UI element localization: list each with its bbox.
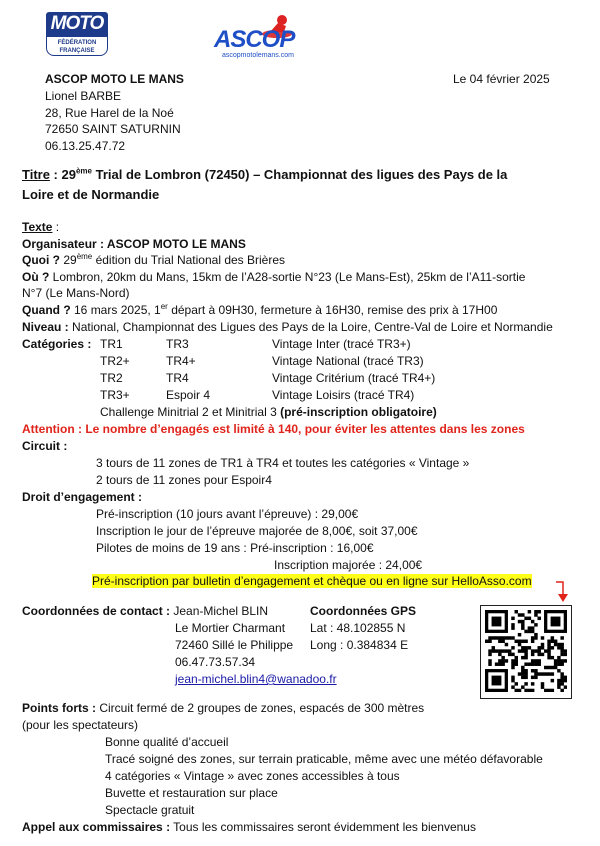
cat-r3-c2: TR4 xyxy=(166,371,189,385)
organisateur-line: Organisateur : ASCOP MOTO LE MANS xyxy=(22,237,246,251)
cat-r1-c3: Vintage Inter (tracé TR3+) xyxy=(272,337,411,351)
cat-r2-c3: Vintage National (tracé TR3) xyxy=(272,354,424,368)
contact-label: Coordonnées de contact : Jean-Michel BLIN xyxy=(22,604,269,618)
points-item: Buvette et restauration sur place xyxy=(105,786,278,800)
ascop-logo-word: ASCOP xyxy=(214,26,295,53)
cat-r3-c1: TR2 xyxy=(100,371,123,385)
contact-email-link[interactable]: jean-michel.blin4@wanadoo.fr xyxy=(175,672,337,686)
contact-phone: 06.47.73.57.34 xyxy=(175,655,256,669)
attention-notice: Attention : Le nombre d’engagés est limité à 140, pour éviter les attentes dans les zones xyxy=(22,422,525,436)
cat-r2-c2: TR4+ xyxy=(166,354,196,368)
gps-long: Long : 0.384834 E xyxy=(310,638,409,652)
points-item: Spectacle gratuit xyxy=(105,803,195,817)
sender-phone: 06.13.25.47.72 xyxy=(45,139,126,153)
helloasso-note: Pré-inscription par bulletin d’engagement et chèque ou en ligne sur HelloAsso.com xyxy=(92,574,532,588)
arrow-down-icon xyxy=(556,580,570,604)
texte-heading: Texte : xyxy=(22,220,60,234)
ascop-logo-url: ascopmotolemans.com xyxy=(222,52,294,59)
sender-name: Lionel BARBE xyxy=(45,89,122,103)
gps-lat: Lat : 48.102855 N xyxy=(310,621,406,635)
droit-line2: Inscription le jour de l’épreuve majorée de 8,00€, soit 37,00€ xyxy=(96,524,418,538)
cat-r4-c3: Vintage Loisirs (tracé TR4) xyxy=(272,388,415,402)
qr-code[interactable] xyxy=(480,605,572,699)
points-item: Bonne qualité d’accueil xyxy=(105,735,229,749)
cat-r1-c2: TR3 xyxy=(166,337,189,351)
contact-addr2: 72460 Sillé le Philippe xyxy=(175,638,294,652)
cat-r2-c1: TR2+ xyxy=(100,354,130,368)
qr-code-icon xyxy=(485,610,567,692)
sender-org: ASCOP MOTO LE MANS xyxy=(45,72,184,86)
quand-line: Quand ? 16 mars 2025, 1er départ à 09H30, fermeture à 16H30, remise des prix à 17H00 xyxy=(22,302,498,317)
sender-city: 72650 SAINT SATURNIN xyxy=(45,122,181,136)
droit-line4: Inscription majorée : 24,00€ xyxy=(274,558,423,572)
gps-label: Coordonnées GPS xyxy=(310,604,417,618)
ou-line1: Où ? Lombron, 20km du Mans, 15km de l’A28-sortie N°23 (Le Mans-Est), 25km de l’A11-sortie xyxy=(22,270,526,284)
letter-date: Le 04 février 2025 xyxy=(453,72,550,86)
ou-line2: N°7 (Le Mans-Nord) xyxy=(22,286,130,300)
points-item: Tracé soigné des zones, sur terrain praticable, même avec une météo défavorable xyxy=(105,752,543,766)
droit-line1: Pré-inscription (10 jours avant l’épreuve) : 29,00€ xyxy=(96,507,359,521)
circuit-line2: 2 tours de 11 zones pour Espoir4 xyxy=(96,473,272,487)
ffm-logo-sub: FÉDÉRATION FRANÇAISE xyxy=(46,36,108,56)
niveau-line: Niveau : National, Championnat des Ligues des Pays de la Loire, Centre-Val de Loire et Normandie xyxy=(22,320,553,334)
title-line1: Titre : 29ème Trial de Lombron (72450) – Championnat des ligues des Pays de la xyxy=(22,166,508,182)
ffm-logo xyxy=(46,12,108,58)
appel-line: Appel aux commissaires : Tous les commissaires seront évidemment les bienvenus xyxy=(22,820,476,834)
cat-r3-c3: Vintage Critérium (tracé TR4+) xyxy=(272,371,436,385)
challenge-line: Challenge Minitrial 2 et Minitrial 3 (pré-inscription obligatoire) xyxy=(100,405,437,419)
circuit-label: Circuit : xyxy=(22,439,68,453)
points-line2: (pour les spectateurs) xyxy=(22,718,139,732)
categories-label: Catégories : xyxy=(22,337,92,351)
contact-addr1: Le Mortier Charmant xyxy=(175,621,286,635)
points-line1: Points forts : Circuit fermé de 2 groupes de zones, espacés de 300 mètres xyxy=(22,701,425,715)
droit-label: Droit d’engagement : xyxy=(22,490,143,504)
cat-r4-c2: Espoir 4 xyxy=(166,388,211,402)
droit-line3: Pilotes de moins de 19 ans : Pré-inscription : 16,00€ xyxy=(96,541,374,555)
points-item: 4 catégories « Vintage » avec zones accessibles à tous xyxy=(105,769,400,783)
cat-r1-c1: TR1 xyxy=(100,337,123,351)
quoi-line: Quoi ? 29ème édition du Trial National des Brières xyxy=(22,252,286,267)
ascop-logo xyxy=(210,14,326,62)
cat-r4-c1: TR3+ xyxy=(100,388,130,402)
title-line2: Loire et de Normandie xyxy=(22,187,160,202)
ffm-logo-word: MOTO xyxy=(46,12,108,36)
circuit-line1: 3 tours de 11 zones de TR1 à TR4 et toutes les catégories « Vintage » xyxy=(96,456,470,470)
sender-street: 28, Rue Harel de la Noé xyxy=(45,106,174,120)
